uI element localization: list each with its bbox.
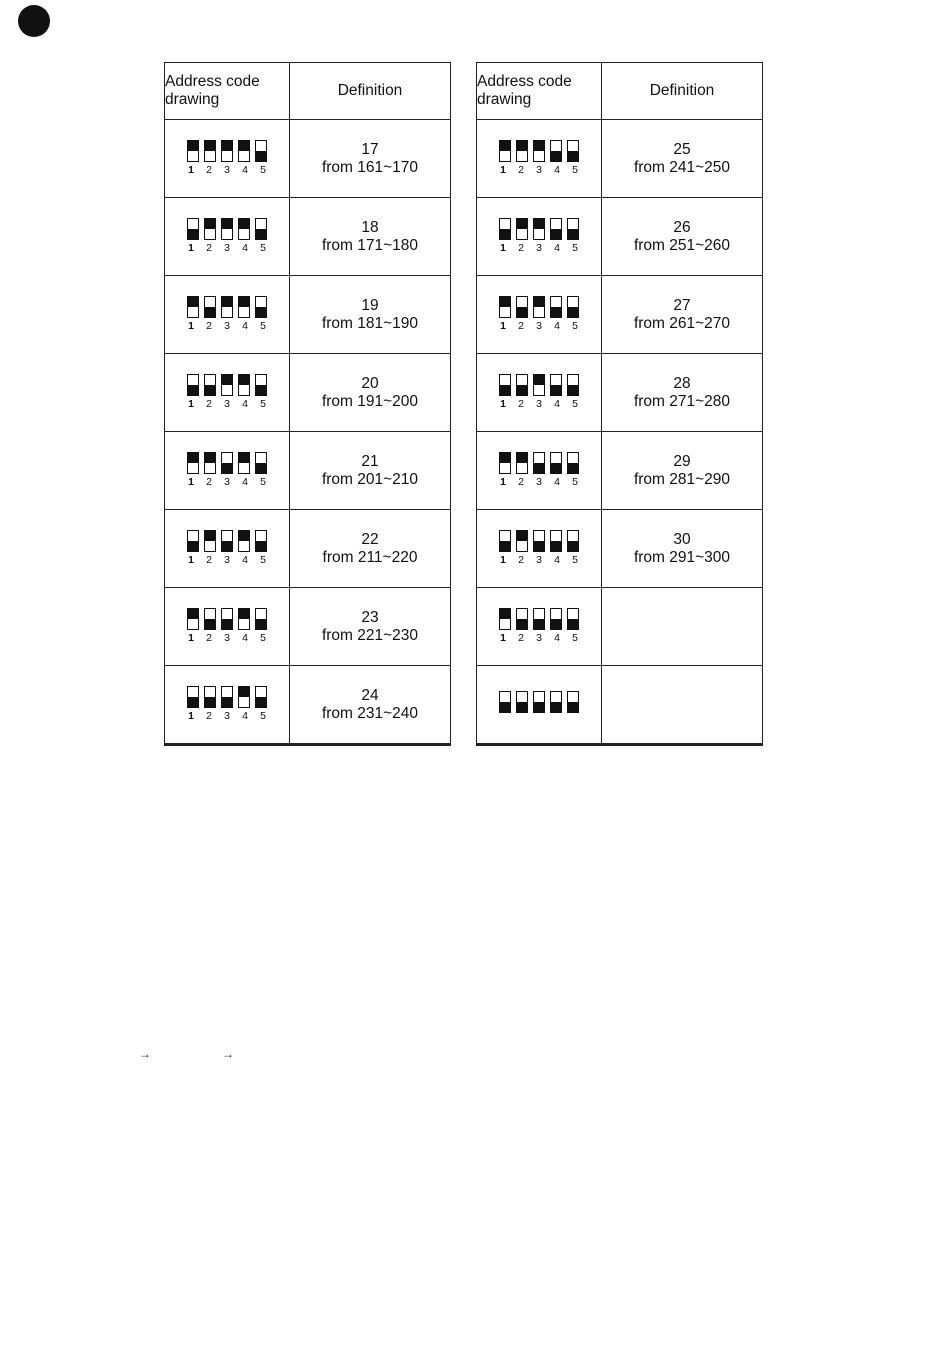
dip-switch-group (497, 608, 582, 644)
dip-switch-1-icon (187, 296, 199, 318)
dip-switch-3-icon (533, 218, 545, 240)
switch-number-label: 2 (206, 241, 212, 254)
switch-number-label: 4 (554, 163, 560, 176)
table-row (165, 276, 451, 354)
address-code-drawing-cell (165, 510, 290, 588)
address-code-number: 23 (361, 608, 379, 626)
switch-number-label: 3 (536, 319, 542, 332)
dip-switch-1-icon (499, 452, 511, 474)
dip-switch-5-icon (567, 218, 579, 240)
switch-number-label: 4 (242, 475, 248, 488)
switch-number-label: 2 (518, 241, 524, 254)
address-code-drawing-cell (477, 354, 602, 432)
switch-number-label: 5 (260, 709, 266, 722)
dip-switch-4-icon (550, 530, 562, 552)
header-definition (602, 63, 763, 120)
dip-switch-3-icon (533, 374, 545, 396)
dip-switch-3-icon (221, 686, 233, 708)
header-address-code-drawing (165, 63, 290, 120)
dip-switch-1-icon (499, 296, 511, 318)
address-code-drawing-cell (165, 120, 290, 198)
switch-number-label: 2 (518, 553, 524, 566)
dip-switch-1-icon (499, 218, 511, 240)
address-range: from 171~180 (321, 236, 419, 254)
switch-number-label: 1 (500, 397, 506, 410)
dip-switch-1-icon (499, 530, 511, 552)
dip-switch-3-icon (533, 608, 545, 630)
dip-switch-group (497, 140, 582, 176)
dip-switch-3-icon (221, 452, 233, 474)
switch-number-label: 1 (188, 475, 194, 488)
switch-number-label: 1 (188, 631, 194, 644)
switch-number-label: 2 (518, 475, 524, 488)
table-row (477, 354, 763, 432)
switch-number-label: 4 (242, 241, 248, 254)
dip-switch-4-icon (550, 218, 562, 240)
address-range: from 161~170 (321, 158, 419, 176)
switch-number-label: 4 (242, 553, 248, 566)
dip-switch-2-icon (204, 452, 216, 474)
switch-number-label: 4 (242, 631, 248, 644)
address-code-drawing-cell (477, 588, 602, 666)
definition-cell (290, 432, 451, 510)
dip-switch-5-icon (255, 452, 267, 474)
dip-switch-3-icon (533, 691, 545, 713)
switch-number-label: 2 (206, 319, 212, 332)
switch-number-label: 3 (224, 709, 230, 722)
address-code-number: 24 (361, 686, 379, 704)
table-row (477, 432, 763, 510)
dip-switch-1-icon (499, 140, 511, 162)
switch-number-label: 3 (224, 163, 230, 176)
address-range: from 221~230 (321, 626, 419, 644)
header-definition (290, 63, 451, 120)
definition-cell (290, 354, 451, 432)
definition-cell (602, 276, 763, 354)
switch-number-label: 5 (260, 163, 266, 176)
switch-number-label: 3 (224, 241, 230, 254)
table-row (477, 276, 763, 354)
address-code-drawing-cell (165, 276, 290, 354)
address-code-number: 28 (673, 374, 691, 392)
switch-number-label: 1 (188, 397, 194, 410)
table-row (165, 510, 451, 588)
dip-switch-4-icon (238, 296, 250, 318)
address-range: from 261~270 (633, 314, 731, 332)
dip-switch-group (185, 452, 270, 488)
dip-switch-2-icon (204, 608, 216, 630)
definition-cell (290, 198, 451, 276)
table-row (165, 120, 451, 198)
dip-switch-5-icon (567, 140, 579, 162)
switch-number-label: 1 (500, 631, 506, 644)
dip-switch-4-icon (238, 374, 250, 396)
dip-switch-2-icon (516, 296, 528, 318)
address-code-number: 18 (361, 218, 379, 236)
dip-switch-group (497, 296, 582, 332)
address-code-number: 27 (673, 296, 691, 314)
switch-number-label: 4 (242, 163, 248, 176)
switch-number-label: 4 (242, 397, 248, 410)
address-code-drawing-cell (477, 666, 602, 745)
dip-switch-1-icon (187, 218, 199, 240)
dip-switch-2-icon (204, 374, 216, 396)
definition-cell (290, 276, 451, 354)
switch-number-label: 4 (242, 709, 248, 722)
dip-switch-4-icon (550, 140, 562, 162)
address-code-drawing-cell (477, 120, 602, 198)
switch-number-label: 4 (554, 631, 560, 644)
dip-switch-5-icon (567, 530, 579, 552)
dip-switch-1-icon (499, 374, 511, 396)
definition-cell (602, 666, 763, 745)
switch-number-label: 1 (500, 475, 506, 488)
address-range: from 181~190 (321, 314, 419, 332)
table-header-row (165, 63, 451, 120)
table-row (165, 588, 451, 666)
switch-number-label: 5 (572, 319, 578, 332)
dip-switch-3-icon (221, 218, 233, 240)
dip-switch-4-icon (550, 374, 562, 396)
dip-switch-3-icon (221, 530, 233, 552)
dip-switch-5-icon (567, 691, 579, 713)
dip-switch-group (185, 374, 270, 410)
address-code-number: 30 (673, 530, 691, 548)
address-range: from 201~210 (321, 470, 419, 488)
table-header-row (477, 63, 763, 120)
switch-number-label: 5 (572, 631, 578, 644)
dip-switch-2-icon (516, 218, 528, 240)
switch-number-label: 3 (224, 631, 230, 644)
dip-switch-2-icon (516, 608, 528, 630)
dip-switch-1-icon (499, 608, 511, 630)
dip-switch-4-icon (238, 140, 250, 162)
switch-number-label: 5 (260, 475, 266, 488)
dip-switch-5-icon (255, 530, 267, 552)
switch-number-label: 4 (554, 553, 560, 566)
page-marker-dot (18, 5, 50, 37)
arrow-right-icon: → (222, 1047, 234, 1061)
switch-number-label: 3 (536, 397, 542, 410)
address-range: from 271~280 (633, 392, 731, 410)
address-code-drawing-cell (477, 510, 602, 588)
switch-number-label: 2 (518, 319, 524, 332)
table-row (477, 510, 763, 588)
switch-number-label: 2 (206, 553, 212, 566)
dip-switch-group (499, 691, 579, 713)
switch-number-label: 1 (500, 241, 506, 254)
dip-switch-1-icon (187, 140, 199, 162)
table-row (165, 198, 451, 276)
dip-switch-5-icon (567, 296, 579, 318)
table-row (165, 354, 451, 432)
address-range: from 251~260 (633, 236, 731, 254)
definition-cell (602, 510, 763, 588)
dip-switch-2-icon (204, 218, 216, 240)
switch-number-label: 2 (518, 631, 524, 644)
switch-number-label: 4 (242, 319, 248, 332)
switch-number-label: 3 (224, 553, 230, 566)
switch-number-label: 1 (188, 241, 194, 254)
dip-switch-group (185, 686, 270, 722)
definition-cell (290, 120, 451, 198)
switch-number-label: 2 (206, 163, 212, 176)
dip-switch-2-icon (204, 686, 216, 708)
switch-number-label: 3 (224, 319, 230, 332)
address-range: from 211~220 (322, 548, 418, 566)
dip-switch-3-icon (221, 608, 233, 630)
dip-switch-1-icon (187, 608, 199, 630)
table-row (477, 666, 763, 745)
switch-number-label: 5 (260, 631, 266, 644)
switch-number-label: 3 (536, 553, 542, 566)
dip-switch-group (497, 452, 582, 488)
switch-number-label: 1 (188, 319, 194, 332)
dip-switch-group (185, 296, 270, 332)
dip-switch-5-icon (255, 374, 267, 396)
definition-cell (290, 588, 451, 666)
address-code-table-left (164, 62, 451, 746)
definition-cell (290, 666, 451, 745)
switch-number-label: 3 (536, 241, 542, 254)
address-code-number: 20 (361, 374, 379, 392)
switch-number-label: 1 (188, 163, 194, 176)
dip-switch-group (497, 374, 582, 410)
switch-number-label: 1 (500, 319, 506, 332)
dip-switch-2-icon (516, 140, 528, 162)
switch-number-label: 3 (224, 397, 230, 410)
dip-switch-3-icon (533, 530, 545, 552)
dip-switch-2-icon (204, 140, 216, 162)
switch-number-label: 5 (572, 475, 578, 488)
address-code-number: 29 (673, 452, 691, 470)
address-code-drawing-cell (165, 666, 290, 745)
switch-number-label: 1 (500, 553, 506, 566)
dip-switch-2-icon (516, 530, 528, 552)
definition-cell (602, 588, 763, 666)
address-range: from 241~250 (633, 158, 731, 176)
header-drawing-label: Address code drawing (477, 73, 572, 108)
address-range: from 191~200 (321, 392, 419, 410)
switch-number-label: 3 (536, 163, 542, 176)
dip-switch-1-icon (187, 452, 199, 474)
definition-cell (602, 120, 763, 198)
dip-switch-5-icon (255, 686, 267, 708)
switch-number-label: 4 (554, 475, 560, 488)
switch-number-label: 2 (518, 163, 524, 176)
dip-switch-group (185, 140, 270, 176)
address-code-drawing-cell (477, 198, 602, 276)
address-code-number: 25 (673, 140, 691, 158)
dip-switch-4-icon (550, 608, 562, 630)
address-code-drawing-cell (165, 354, 290, 432)
address-code-number: 26 (673, 218, 691, 236)
left-table-body (165, 120, 451, 745)
header-address-code-drawing (477, 63, 602, 120)
definition-cell (602, 198, 763, 276)
address-code-number: 22 (361, 530, 379, 548)
dip-switch-1-icon (187, 374, 199, 396)
dip-switch-5-icon (255, 608, 267, 630)
dip-switch-2-icon (204, 530, 216, 552)
dip-switch-2-icon (204, 296, 216, 318)
dip-switch-5-icon (567, 608, 579, 630)
switch-number-label: 5 (260, 241, 266, 254)
dip-switch-group (497, 218, 582, 254)
dip-switch-1-icon (499, 691, 511, 713)
dip-switch-3-icon (533, 452, 545, 474)
dip-switch-3-icon (221, 296, 233, 318)
switch-number-label: 1 (500, 163, 506, 176)
dip-switch-5-icon (255, 140, 267, 162)
dip-switch-4-icon (238, 608, 250, 630)
dip-switch-2-icon (516, 374, 528, 396)
dip-switch-3-icon (221, 374, 233, 396)
dip-switch-3-icon (533, 140, 545, 162)
header-definition-label: Definition (337, 82, 403, 99)
table-row (165, 432, 451, 510)
switch-number-label: 5 (260, 319, 266, 332)
dip-switch-5-icon (255, 218, 267, 240)
switch-number-label: 5 (572, 553, 578, 566)
dip-switch-5-icon (567, 374, 579, 396)
switch-number-label: 4 (554, 241, 560, 254)
table-row (165, 666, 451, 745)
address-range: from 291~300 (633, 548, 731, 566)
arrow-right-icon: → (139, 1047, 151, 1061)
switch-number-label: 2 (518, 397, 524, 410)
dip-switch-2-icon (516, 452, 528, 474)
table-row (477, 198, 763, 276)
address-code-number: 17 (361, 140, 379, 158)
dip-switch-5-icon (567, 452, 579, 474)
table-row (477, 588, 763, 666)
switch-number-label: 5 (260, 553, 266, 566)
address-code-drawing-cell (165, 198, 290, 276)
dip-switch-group (185, 530, 270, 566)
dip-switch-5-icon (255, 296, 267, 318)
switch-number-label: 5 (260, 397, 266, 410)
definition-cell (602, 432, 763, 510)
switch-number-label: 4 (554, 397, 560, 410)
switch-number-label: 5 (572, 397, 578, 410)
switch-number-label: 1 (188, 709, 194, 722)
definition-cell (602, 354, 763, 432)
dip-switch-4-icon (238, 218, 250, 240)
address-code-drawing-cell (477, 276, 602, 354)
address-range: from 281~290 (633, 470, 731, 488)
dip-switch-4-icon (238, 530, 250, 552)
switch-number-label: 1 (188, 553, 194, 566)
switch-number-label: 2 (206, 397, 212, 410)
address-code-number: 19 (361, 296, 379, 314)
right-table-body (477, 120, 763, 745)
dip-switch-1-icon (187, 686, 199, 708)
switch-number-label: 5 (572, 163, 578, 176)
dip-switch-4-icon (550, 296, 562, 318)
address-code-drawing-cell (165, 432, 290, 510)
dip-switch-2-icon (516, 691, 528, 713)
header-drawing-label: Address code drawing (165, 73, 260, 108)
table-row (477, 120, 763, 198)
address-code-number: 21 (361, 452, 379, 470)
switch-number-label: 2 (206, 709, 212, 722)
dip-switch-group (185, 608, 270, 644)
header-definition-label: Definition (649, 82, 715, 99)
switch-number-label: 3 (536, 475, 542, 488)
switch-number-label: 4 (554, 319, 560, 332)
dip-switch-4-icon (238, 686, 250, 708)
switch-number-label: 3 (224, 475, 230, 488)
switch-number-label: 5 (572, 241, 578, 254)
dip-switch-4-icon (550, 452, 562, 474)
address-code-drawing-cell (477, 432, 602, 510)
dip-switch-4-icon (238, 452, 250, 474)
switch-number-label: 3 (536, 631, 542, 644)
dip-switch-4-icon (550, 691, 562, 713)
address-code-drawing-cell (165, 588, 290, 666)
dip-switch-3-icon (221, 140, 233, 162)
address-code-table-right (476, 62, 763, 746)
dip-switch-3-icon (533, 296, 545, 318)
switch-number-label: 2 (206, 475, 212, 488)
address-range: from 231~240 (321, 704, 419, 722)
definition-cell (290, 510, 451, 588)
dip-switch-group (185, 218, 270, 254)
dip-switch-1-icon (187, 530, 199, 552)
switch-number-label: 2 (206, 631, 212, 644)
dip-switch-group (497, 530, 582, 566)
